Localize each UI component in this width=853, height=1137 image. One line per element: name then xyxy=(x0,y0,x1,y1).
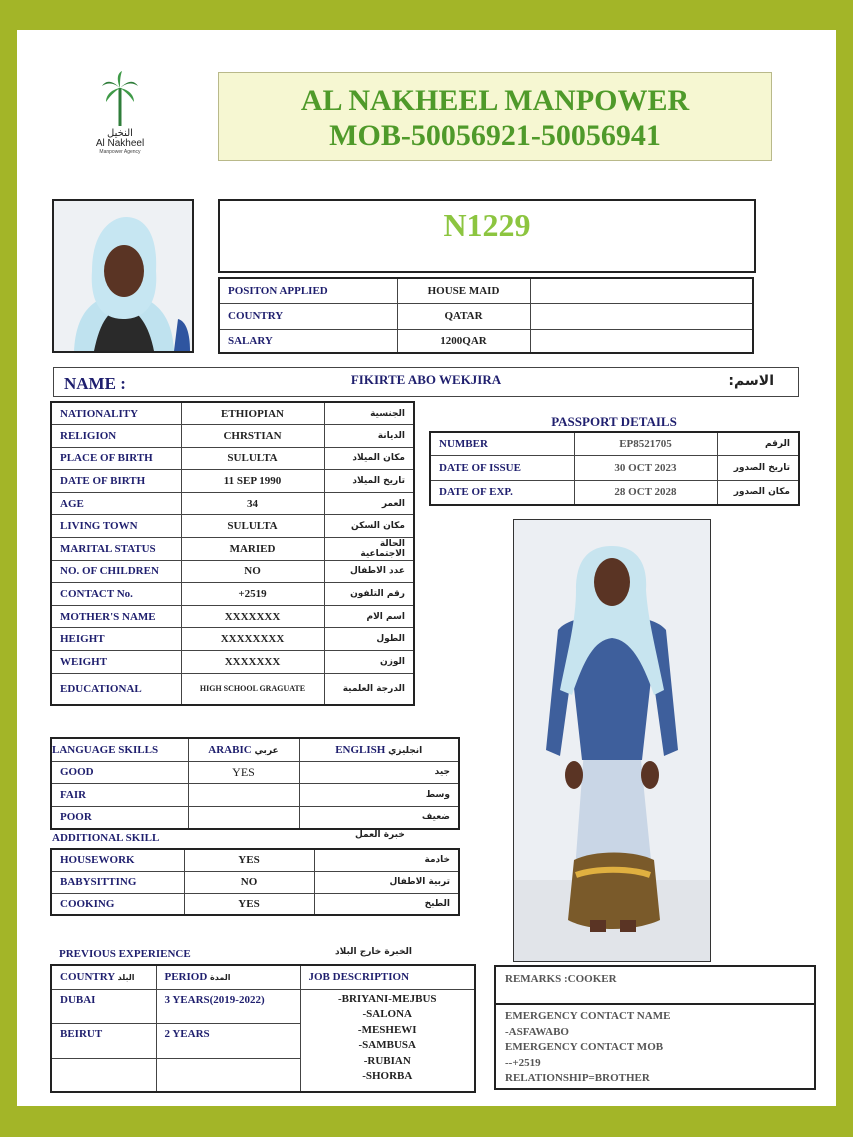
personal-value: SULULTA xyxy=(181,515,324,538)
job-description-item: -RUBIAN xyxy=(363,1054,411,1067)
passport-table xyxy=(429,431,800,506)
emergency-contact-line: RELATIONSHIP=BROTHER xyxy=(505,1072,650,1084)
additional-skill-table xyxy=(50,848,460,916)
language-header-row xyxy=(51,738,459,761)
country-value: QATAR xyxy=(397,303,530,329)
language-level-label: GOOD xyxy=(51,761,188,784)
personal-value: MARIED xyxy=(181,538,324,561)
col-country-label: COUNTRY xyxy=(60,971,115,984)
experience-header-row xyxy=(51,965,475,989)
name-label: NAME : xyxy=(64,374,126,393)
experience-row xyxy=(51,989,475,1023)
personal-label: PLACE OF BIRTH xyxy=(51,447,181,470)
personal-label: LIVING TOWN xyxy=(51,515,181,538)
personal-label-arabic: اسم الام xyxy=(324,605,414,628)
col-country-arabic: البلد xyxy=(117,973,135,983)
personal-row xyxy=(51,583,414,606)
personal-row xyxy=(51,402,414,425)
experience-period-empty xyxy=(156,1058,300,1092)
candidate-name: FIKIRTE ABO WEKJIRA xyxy=(350,372,502,387)
job-description-list xyxy=(309,992,467,1085)
remarks-text: REMARKS :COOKER xyxy=(505,973,617,985)
position-row xyxy=(219,329,753,353)
personal-row xyxy=(51,673,414,705)
skill-value: YES xyxy=(184,893,314,915)
emergency-contact-line: -ASFAWABO xyxy=(505,1025,569,1038)
personal-label: DATE OF BIRTH xyxy=(51,470,181,493)
passport-value: 28 OCT 2028 xyxy=(574,480,717,505)
name-label-arabic: الاسم: xyxy=(728,373,774,389)
language-level-label: POOR xyxy=(51,806,188,829)
salary-label: SALARY xyxy=(219,329,397,353)
personal-label: MARITAL STATUS xyxy=(51,538,181,561)
skill-label: BABYSITTING xyxy=(51,871,184,893)
arabic-level-value xyxy=(188,806,299,829)
passport-label: DATE OF EXP. xyxy=(430,480,574,505)
personal-row xyxy=(51,425,414,448)
job-description-item: -BRIYANI-MEJBUS xyxy=(337,992,437,1005)
reference-code: N1229 xyxy=(443,207,531,243)
country-label: COUNTRY xyxy=(219,303,397,329)
agency-header xyxy=(218,72,772,161)
full-photo-image xyxy=(514,520,710,961)
skill-label-arabic: تربية الاطفال xyxy=(314,871,459,893)
passport-label-arabic: الرقم xyxy=(717,432,799,455)
position-extra xyxy=(530,278,753,303)
personal-label-arabic: العمر xyxy=(324,492,414,515)
language-row xyxy=(51,761,459,784)
personal-label: NO. OF CHILDREN xyxy=(51,560,181,583)
personal-row xyxy=(51,605,414,628)
personal-label: HEIGHT xyxy=(51,628,181,651)
personal-value: XXXXXXX xyxy=(181,651,324,674)
personal-row xyxy=(51,515,414,538)
personal-value: SULULTA xyxy=(181,447,324,470)
emergency-contact-box xyxy=(494,1003,816,1090)
personal-value: +2519 xyxy=(181,583,324,606)
experience-table xyxy=(50,964,476,1093)
emergency-contact-line: EMERGENCY CONTACT MOB xyxy=(505,1041,664,1053)
personal-label-arabic: مكان الميلاد xyxy=(324,447,414,470)
previous-experience-title-arabic: الخبرة خارج البلاد xyxy=(335,947,412,957)
personal-label-arabic: رقم التلفون xyxy=(324,583,414,606)
period-column-header xyxy=(156,965,300,989)
personal-row xyxy=(51,628,414,651)
agency-name: AL NAKHEEL MANPOWER xyxy=(300,84,690,117)
passport-value: EP8521705 xyxy=(574,432,717,455)
personal-value: 11 SEP 1990 xyxy=(181,470,324,493)
position-label: POSITON APPLIED xyxy=(219,278,397,303)
experience-period: 2 YEARS xyxy=(156,1023,300,1058)
skill-row xyxy=(51,871,459,893)
personal-label-arabic: مكان السكن xyxy=(324,515,414,538)
emergency-contact-line: EMERGENCY CONTACT NAME xyxy=(505,1010,671,1022)
skill-label-arabic: الطبخ xyxy=(314,893,459,915)
arabic-col-arabic: عربي xyxy=(254,745,279,756)
position-row xyxy=(219,278,753,303)
english-level-arabic: جيد xyxy=(299,761,459,784)
logo-arabic: النخيل xyxy=(107,128,133,139)
personal-label: AGE xyxy=(51,492,181,515)
passport-row xyxy=(430,480,799,505)
experience-country: DUBAI xyxy=(51,989,156,1023)
personal-row xyxy=(51,492,414,515)
logo-name: Al Nakheel xyxy=(95,138,145,149)
additional-skill-title: ADDITIONAL SKILL xyxy=(52,832,160,844)
salary-value: 1200QAR xyxy=(397,329,530,353)
passport-label-arabic: تاريخ الصدور xyxy=(717,455,799,480)
job-description-item: -SAMBUSA xyxy=(358,1039,416,1051)
personal-value: CHRSTIAN xyxy=(181,425,324,448)
arabic-column-header xyxy=(188,738,299,761)
language-skills-table xyxy=(50,737,460,830)
personal-label: NATIONALITY xyxy=(51,402,181,425)
cv-page xyxy=(17,30,836,1106)
palm-tree-icon xyxy=(100,70,140,128)
country-extra xyxy=(530,303,753,329)
salary-extra xyxy=(530,329,753,353)
skill-label: HOUSEWORK xyxy=(51,849,184,871)
skill-value: YES xyxy=(184,849,314,871)
english-column-header xyxy=(299,738,459,761)
job-description-item: -SALONA xyxy=(362,1008,412,1020)
experience-country: BEIRUT xyxy=(51,1023,156,1058)
personal-label-arabic: الوزن xyxy=(324,651,414,674)
english-level-arabic: وسط xyxy=(299,784,459,807)
personal-value: XXXXXXX xyxy=(181,605,324,628)
skill-row xyxy=(51,849,459,871)
personal-label-arabic: عدد الاطفال xyxy=(324,560,414,583)
personal-label: EDUCATIONAL xyxy=(51,673,181,705)
personal-label-arabic: الحالة الاجتماعية xyxy=(324,538,414,561)
passport-title: PASSPORT DETAILS xyxy=(551,414,677,429)
name-bar xyxy=(53,367,799,397)
english-col-arabic: انجليزي xyxy=(388,745,423,756)
portrait-image xyxy=(54,201,192,351)
candidate-portrait xyxy=(52,199,194,353)
agency-mobile: MOB-50056921-50056941 xyxy=(329,119,661,152)
english-level-arabic: ضعيف xyxy=(299,806,459,829)
experience-country-empty xyxy=(51,1058,156,1092)
personal-label-arabic: الديانة xyxy=(324,425,414,448)
experience-period: 3 YEARS(2019-2022) xyxy=(156,989,300,1023)
skill-label-arabic: خادمة xyxy=(314,849,459,871)
personal-label: RELIGION xyxy=(51,425,181,448)
personal-row xyxy=(51,538,414,561)
skill-value: NO xyxy=(184,871,314,893)
personal-value: XXXXXXXX xyxy=(181,628,324,651)
remarks-box xyxy=(494,965,816,1005)
job-description-item: -MESHEWI xyxy=(357,1023,417,1036)
language-row xyxy=(51,784,459,807)
passport-value: 30 OCT 2023 xyxy=(574,455,717,480)
passport-label-arabic: مكان الصدور xyxy=(717,480,799,505)
reference-code-box xyxy=(218,199,756,273)
personal-row xyxy=(51,470,414,493)
personal-value: HIGH SCHOOL GRAGUATE xyxy=(181,673,324,705)
personal-label-arabic: تاريخ الميلاد xyxy=(324,470,414,493)
passport-row xyxy=(430,455,799,480)
personal-value: NO xyxy=(181,560,324,583)
candidate-full-photo xyxy=(513,519,711,962)
personal-details-table xyxy=(50,401,415,706)
position-value: HOUSE MAID xyxy=(397,278,530,303)
personal-label: MOTHER'S NAME xyxy=(51,605,181,628)
agency-logo xyxy=(85,70,155,160)
personal-row xyxy=(51,447,414,470)
logo-subtitle: Manpower Agency xyxy=(99,149,141,155)
emergency-contact-lines xyxy=(505,1009,814,1087)
col-period-arabic: المدة xyxy=(210,973,231,983)
personal-label-arabic: الجنسية xyxy=(324,402,414,425)
english-col-label: ENGLISH xyxy=(335,743,386,756)
personal-label: WEIGHT xyxy=(51,651,181,674)
job-description-cell xyxy=(300,989,475,1092)
arabic-col-label: ARABIC xyxy=(208,743,252,756)
personal-label: CONTACT No. xyxy=(51,583,181,606)
arabic-level-value xyxy=(188,784,299,807)
personal-label-arabic: الطول xyxy=(324,628,414,651)
col-period-label: PERIOD xyxy=(164,971,208,984)
emergency-contact-line: --+2519 xyxy=(505,1056,541,1069)
personal-row xyxy=(51,560,414,583)
country-column-header xyxy=(51,965,156,989)
additional-skill-title-arabic: خبرة العمل xyxy=(355,830,405,840)
skill-row xyxy=(51,893,459,915)
job-description-header: JOB DESCRIPTION xyxy=(300,965,475,989)
language-row xyxy=(51,806,459,829)
passport-row xyxy=(430,432,799,455)
personal-row xyxy=(51,651,414,674)
skill-label: COOKING xyxy=(51,893,184,915)
position-table xyxy=(218,277,754,354)
personal-value: 34 xyxy=(181,492,324,515)
position-row xyxy=(219,303,753,329)
language-level-label: FAIR xyxy=(51,784,188,807)
language-skills-header: LANGUAGE SKILLS xyxy=(51,738,188,761)
job-description-item: -SHORBA xyxy=(362,1070,413,1082)
personal-label-arabic: الدرجة العلمية xyxy=(324,673,414,705)
passport-label: DATE OF ISSUE xyxy=(430,455,574,480)
arabic-level-value: YES xyxy=(188,761,299,784)
passport-label: NUMBER xyxy=(430,432,574,455)
personal-value: ETHIOPIAN xyxy=(181,402,324,425)
previous-experience-title: PREVIOUS EXPERIENCE xyxy=(59,948,191,960)
